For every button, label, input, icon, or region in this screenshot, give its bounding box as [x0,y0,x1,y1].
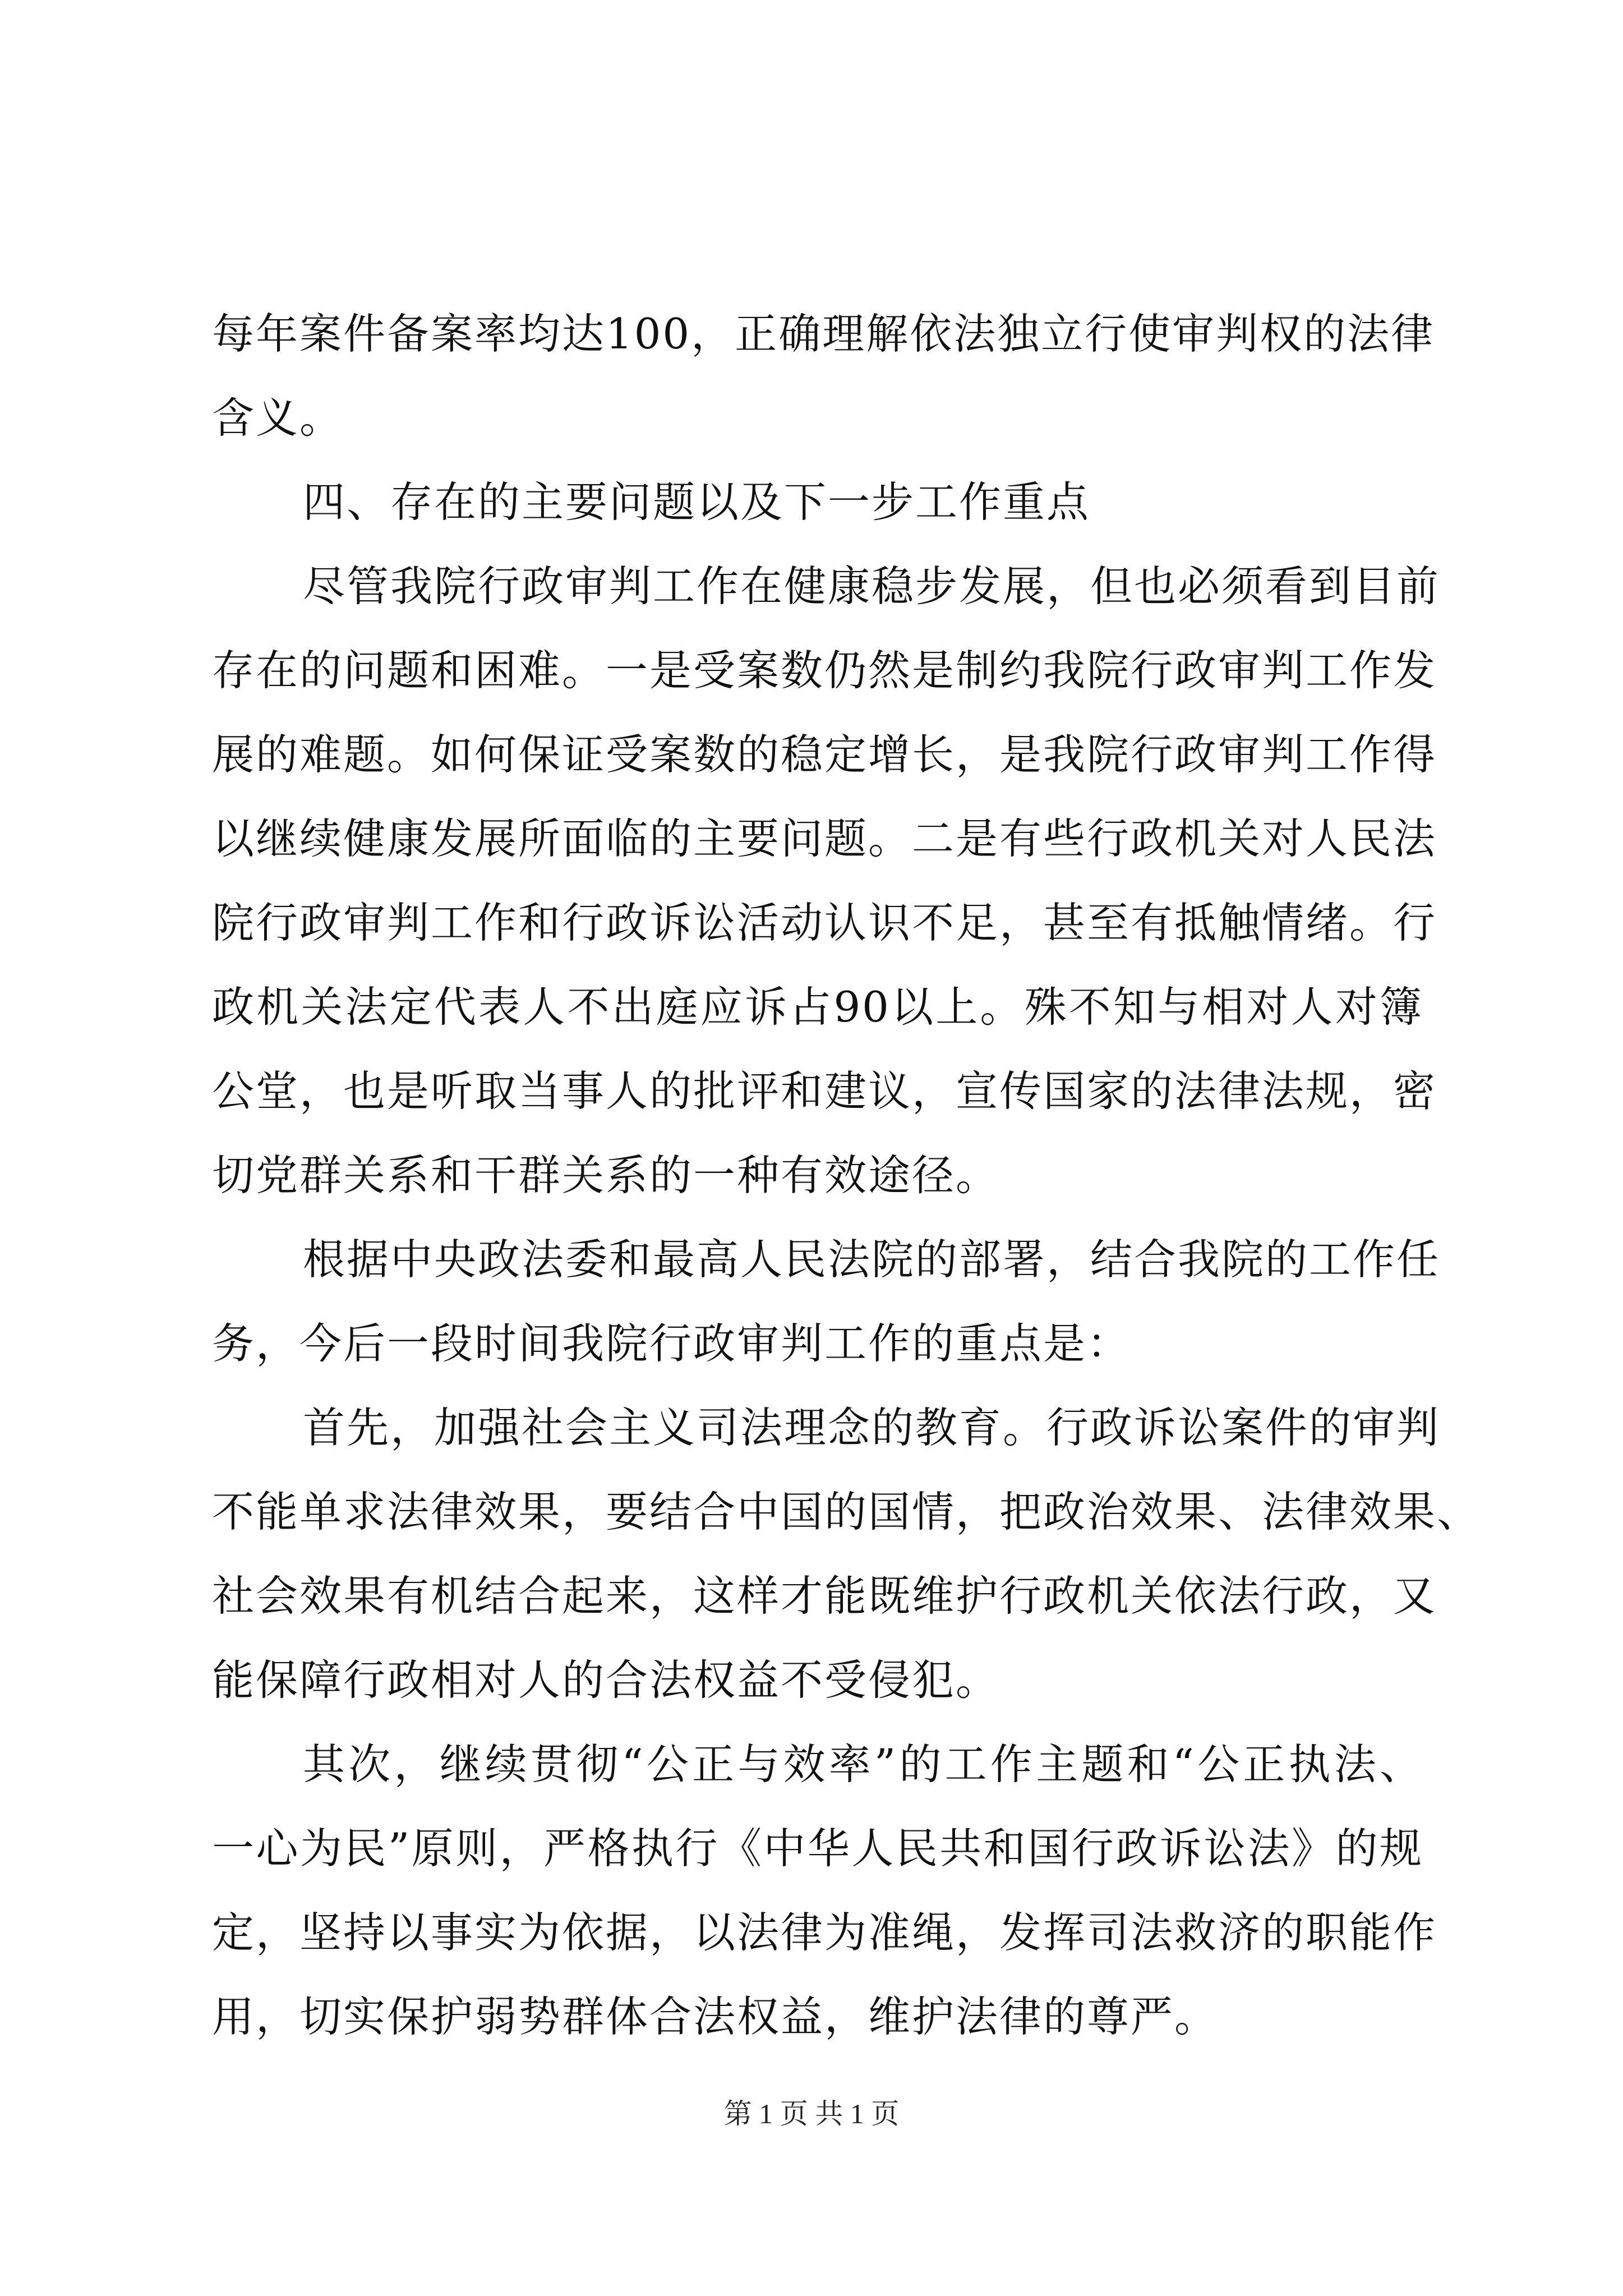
paragraph-line: 展的难题。如何保证受案数的稳定增长，是我院行政审判工作得 [212,730,1437,779]
body-text [212,292,1481,2059]
paragraph-line: 政机关法定代表人不出庭应诉占90以上。殊不知与相对人对簿 [212,982,1423,1032]
paragraph-line: 以继续健康发展所面临的主要问题。二是有些行政机关对人民法 [212,814,1437,863]
paragraph-line: 含义。 [212,393,344,443]
paragraph-line: 尽管我院行政审判工作在健康稳步发展，但也必须看到目前 [303,562,1441,611]
paragraph-line: 切党群关系和干群关系的一种有效途径。 [212,1151,1000,1200]
paragraph-line: 首先，加强社会主义司法理念的教育。行政诉讼案件的审判 [303,1403,1441,1452]
paragraph-line: 院行政审判工作和行政诉讼活动认识不足，甚至有抵触情绪。行 [212,898,1437,947]
paragraph-line: 其次，继续贯彻“公正与效率”的工作主题和“公正执法、 [303,1740,1423,1789]
section-heading: 四、存在的主要问题以及下一步工作重点 [303,477,1091,527]
paragraph-line: 社会效果有机结合起来，这样才能既维护行政机关依法行政，又 [212,1571,1437,1621]
page-number-footer: 第 1 页 共 1 页 [723,2098,900,2129]
paragraph-line: 用，切实保护弱势群体合法权益，维护法律的尊严。 [212,1992,1219,2041]
paragraph-line: 根据中央政法委和最高人民法院的部署，结合我院的工作任 [303,1235,1441,1284]
paragraph-line: 不能单求法律效果，要结合中国的国情，把政治效果、法律效果、 [212,1487,1481,1536]
paragraph-line: 存在的问题和困难。一是受案数仍然是制约我院行政审判工作发 [212,646,1437,695]
paragraph-line: 每年案件备案率均达100，正确理解依法独立行使审判权的法律 [212,309,1435,358]
paragraph-line: 公堂，也是听取当事人的批评和建议，宣传国家的法律法规，密 [212,1066,1437,1116]
paragraph-line: 务，今后一段时间我院行政审判工作的重点是： [212,1319,1131,1368]
paragraph-line: 能保障行政相对人的合法权益不受侵犯。 [212,1655,1000,1705]
paragraph-line: 一心为民”原则，严格执行《中华人民共和国行政诉讼法》的规 [212,1824,1423,1873]
paragraph-line: 定，坚持以事实为依据，以法律为准绳，发挥司法救济的职能作 [212,1908,1437,1957]
